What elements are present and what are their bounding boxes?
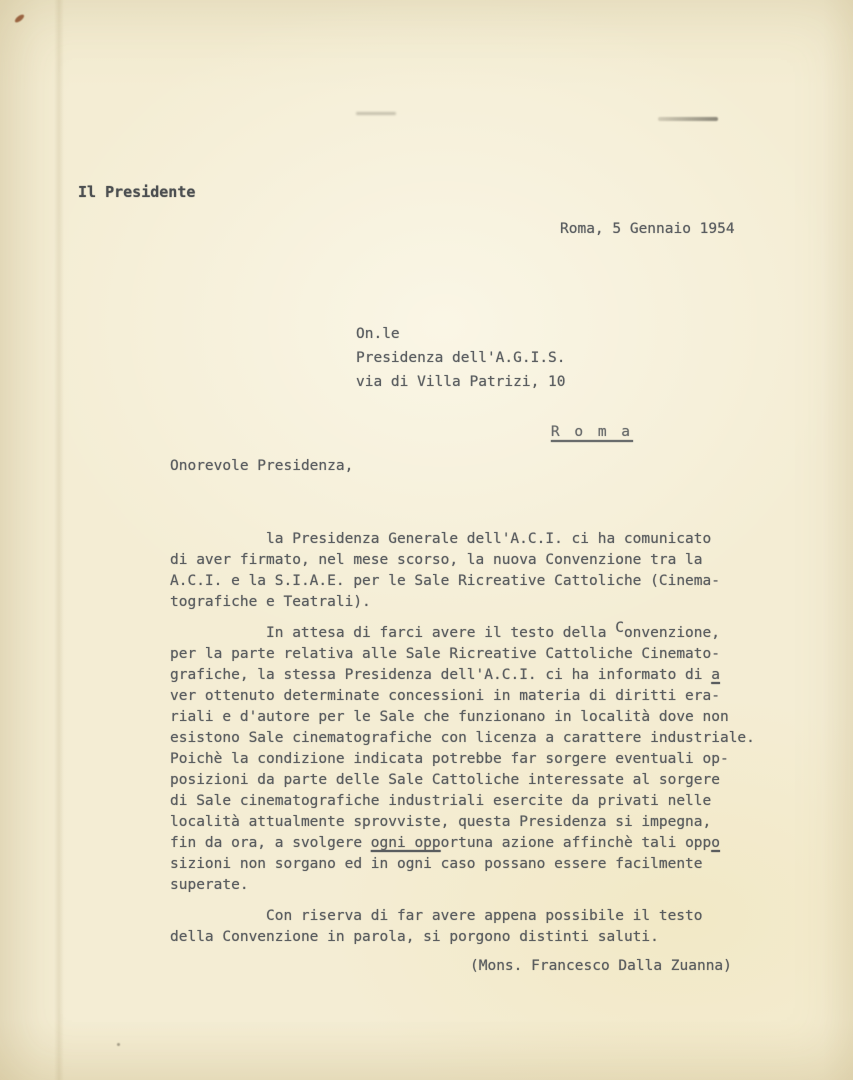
pencil-smudge: [356, 112, 396, 115]
text-segment: Con riserva di far avere appena possibile il testo: [266, 908, 703, 924]
text-segment: esistono Sale cinematografiche con licenza a carattere industriale.: [170, 730, 755, 746]
recipient-line: On.le: [356, 326, 400, 342]
pencil-smudge: [658, 117, 718, 121]
body-line: [170, 686, 790, 707]
text-segment: posizioni da parte delle Sale Cattoliche interessate al sorgere: [170, 772, 720, 788]
text-segment: per la parte relativa alle Sale Ricreative Cattoliche Cinemato-: [170, 646, 720, 662]
text-segment: ortuna azione affinchè tali opp: [440, 835, 712, 851]
body-line: [170, 571, 790, 592]
body-line: [170, 592, 790, 613]
text-segment: C: [615, 620, 624, 636]
paragraphs: [170, 529, 790, 948]
text-segment: A.C.I. e la S.I.A.E. per le Sale Ricreative Cattoliche (Cinema-: [170, 573, 720, 589]
text-segment: la Presidenza Generale dell'A.C.I. ci ha comunicato: [266, 531, 712, 547]
text-segment: grafiche, la stessa Presidenza dell'A.C.I. ci ha informato di: [170, 667, 712, 683]
text-segment: Poichè la condizione indicata potrebbe far sorgere eventuali op-: [170, 751, 729, 767]
text-segment: ogni opp: [370, 835, 441, 851]
body-line: [170, 875, 790, 896]
body-line: [170, 749, 790, 770]
text-segment: ver ottenuto determinate concessioni in materia di diritti era-: [170, 688, 720, 704]
text-segment: fin da ora, a svolgere: [170, 835, 371, 851]
signature: (Mons. Francesco Dalla Zuanna): [470, 958, 732, 974]
letter-body: [170, 414, 790, 1000]
paper-speck: [117, 1043, 120, 1046]
body-line: [170, 812, 790, 833]
text-segment: località attualmente sprovviste, questa Presidenza si impegna,: [170, 814, 712, 830]
salutation: Onorevole Presidenza,: [170, 458, 354, 474]
text-segment: riali e d'autore per le Sale che funzionano in località dove non: [170, 709, 729, 725]
body-line: [170, 854, 790, 875]
body-line: [170, 728, 790, 749]
text-segment: tografiche e Teatrali).: [170, 594, 371, 610]
body-line: [170, 644, 790, 665]
text-segment: a: [711, 667, 720, 683]
body-line: [170, 529, 790, 550]
text-segment: della Convenzione in parola, si porgono distinti saluti.: [170, 929, 659, 945]
text-segment: onvenzione,: [623, 625, 720, 641]
text-segment: di Sale cinematografiche industriali esercite da privati nelle: [170, 793, 712, 809]
recipient-line: via di Villa Patrizi, 10: [356, 374, 566, 390]
text-segment: sizioni non sorgano ed in ogni caso possano essere facilmente: [170, 856, 703, 872]
recipient-line: Presidenza dell'A.G.I.S.: [356, 350, 566, 366]
body-line: [170, 927, 790, 948]
recipient-city: R o m a: [550, 424, 634, 440]
text-segment: In attesa di farci avere il testo della: [266, 625, 616, 641]
text-segment: o: [711, 835, 720, 851]
ink-stain: [14, 13, 26, 24]
body-line: [170, 665, 790, 686]
recipient-lines: [356, 322, 633, 394]
paragraph: [170, 620, 790, 896]
text-segment: di aver firmato, nel mese scorso, la nuova Convenzione tra la: [170, 552, 703, 568]
paragraph: [170, 906, 790, 948]
body-line: [170, 906, 790, 927]
text-segment: superate.: [170, 877, 249, 893]
body-line: [170, 770, 790, 791]
body-line: [170, 833, 790, 854]
body-line: [170, 791, 790, 812]
body-line: [170, 620, 790, 644]
paragraph: [170, 529, 790, 613]
body-line: [170, 707, 790, 728]
dateline: Roma, 5 Gennaio 1954: [560, 221, 735, 237]
letterhead: Il Presidente: [78, 183, 196, 201]
body-line: [170, 550, 790, 571]
